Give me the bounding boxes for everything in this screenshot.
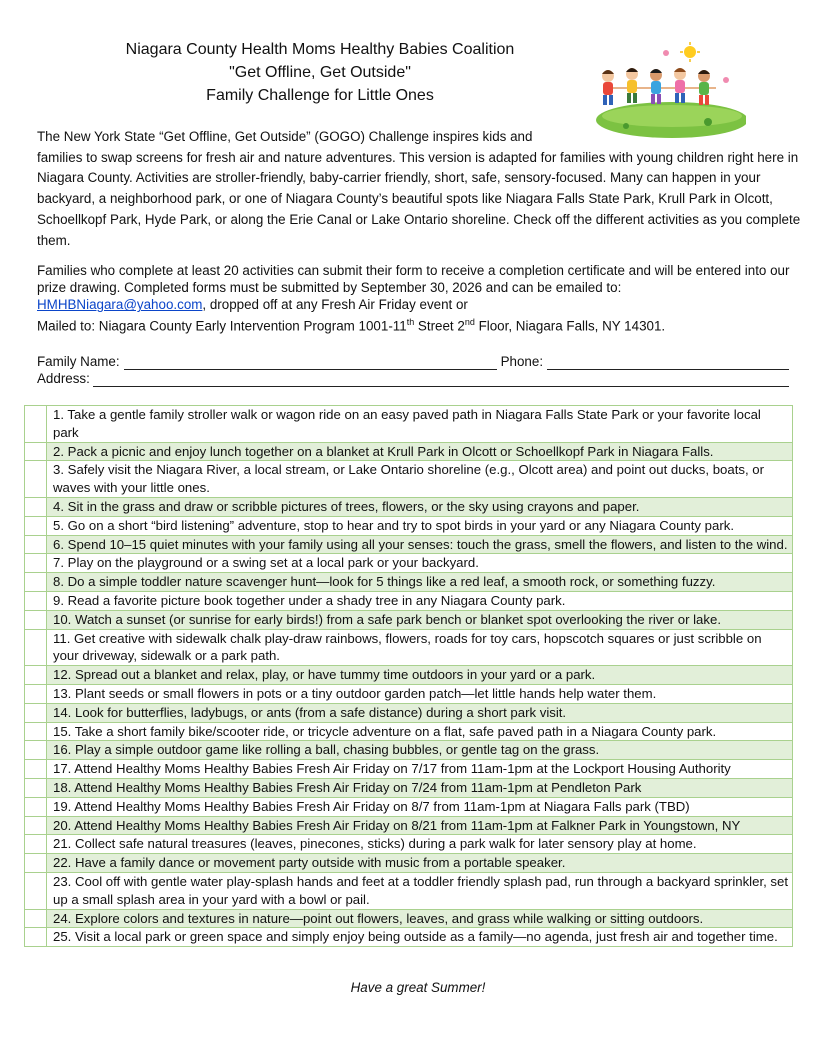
activity-text: 23. Cool off with gentle water play-splash hands and feet at a toddler friendly splash pad, run through a backyard sprinkler, set up a small splash area in your yard with a bowl or pail. (47, 872, 793, 909)
activity-text: 20. Attend Healthy Moms Healthy Babies Fresh Air Friday on 8/21 from 11am-1pm at Falkner Park in Youngstown, NY (47, 816, 793, 835)
activity-text: 12. Spread out a blanket and relax, play, or have tummy time outdoors in your yard or a park. (47, 666, 793, 685)
activity-text: 10. Watch a sunset (or sunrise for early birds!) from a safe park bench or blanket spot overlooking the river or lake. (47, 610, 793, 629)
activity-checkbox[interactable] (25, 573, 47, 592)
activity-row (25, 497, 793, 516)
activity-checkbox[interactable] (25, 816, 47, 835)
activity-row (25, 854, 793, 873)
activity-checkbox[interactable] (25, 497, 47, 516)
activity-row (25, 535, 793, 554)
activity-text: 24. Explore colors and textures in nature—point out flowers, leaves, and grass while walking or sitting outdoors. (47, 909, 793, 928)
activity-row (25, 573, 793, 592)
activity-row (25, 816, 793, 835)
activity-row (25, 406, 793, 443)
activity-row (25, 722, 793, 741)
activity-checkbox[interactable] (25, 741, 47, 760)
activity-text: 8. Do a simple toddler nature scavenger hunt—look for 5 things like a red leaf, a smooth rock, or something fuzzy. (47, 573, 793, 592)
activity-text: 21. Collect safe natural treasures (leaves, pinecones, sticks) during a park walk for later sensory play at home. (47, 835, 793, 854)
mailing-address (37, 314, 802, 335)
submission-contact (37, 296, 802, 313)
activity-checkbox[interactable] (25, 629, 47, 666)
submission-text: Families who complete at least 20 activities can submit their form to receive a completion certificate and will be entered into our prize drawing. Completed forms must be submitted by September 30, 2026 and can be emailed to: (37, 263, 790, 296)
family-name-label: Family Name: (37, 354, 120, 369)
activity-row (25, 461, 793, 498)
activity-text: 19. Attend Healthy Moms Healthy Babies Fresh Air Friday on 8/7 from 11am-1pm at Niagara Falls park (TBD) (47, 797, 793, 816)
family-name-field[interactable] (124, 355, 497, 370)
activity-row (25, 835, 793, 854)
submission-instructions (37, 262, 802, 334)
activity-text: 15. Take a short family bike/scooter ride, or tricycle adventure on a flat, safe paved path in a Niagara County park. (47, 722, 793, 741)
activity-checkbox[interactable] (25, 703, 47, 722)
mail-suffix: Floor, Niagara Falls, NY 14301. (474, 318, 666, 334)
activity-text: 9. Read a favorite picture book together under a shady tree in any Niagara County park. (47, 591, 793, 610)
activity-text: 1. Take a gentle family stroller walk or wagon ride on an easy paved path in Niagara Falls State Park or your favorite local park (47, 406, 793, 443)
email-link[interactable]: HMHBNiagara@yahoo.com (37, 297, 203, 313)
activity-row (25, 684, 793, 703)
mail-sup-th: th (406, 316, 415, 327)
activity-row (25, 797, 793, 816)
activity-checkbox[interactable] (25, 442, 47, 461)
activity-text: 18. Attend Healthy Moms Healthy Babies Fresh Air Friday on 7/24 from 11am-1pm at Pendleton Park (47, 778, 793, 797)
activity-text: 25. Visit a local park or green space and simply enjoy being outside as a family—no agenda, just fresh air and together time. (47, 928, 793, 947)
page-title (40, 38, 600, 107)
phone-label: Phone: (500, 354, 544, 369)
activity-text: 2. Pack a picnic and enjoy lunch together on a blanket at Krull Park in Olcott or Schoellkopf Park in Niagara Falls. (47, 442, 793, 461)
activity-checkbox[interactable] (25, 928, 47, 947)
title-line-1: Niagara County Health Moms Healthy Babies Coalition (125, 41, 515, 58)
activity-checkbox[interactable] (25, 554, 47, 573)
activity-checkbox[interactable] (25, 666, 47, 685)
activity-row (25, 554, 793, 573)
closing-message: Have a great Summer! (350, 980, 486, 995)
activity-row (25, 591, 793, 610)
activity-row (25, 909, 793, 928)
kids-playing-illustration (586, 40, 746, 140)
activity-checkbox[interactable] (25, 610, 47, 629)
address-label: Address: (37, 371, 90, 386)
phone-field[interactable] (547, 355, 789, 370)
activity-text: 3. Safely visit the Niagara River, a local stream, or Lake Ontario shoreline (e.g., Olcott area) and point out ducks, boats, or waves with your little ones. (47, 461, 793, 498)
title-line-2: "Get Offline, Get Outside" (229, 64, 411, 81)
activity-row (25, 741, 793, 760)
activity-row (25, 872, 793, 909)
title-line-3: Family Challenge for Little Ones (206, 87, 434, 104)
activity-checkbox[interactable] (25, 872, 47, 909)
activity-text: 13. Plant seeds or small flowers in pots or a tiny outdoor garden patch—let little hands help water them. (47, 684, 793, 703)
activity-text: 17. Attend Healthy Moms Healthy Babies Fresh Air Friday on 7/17 from 11am-1pm at the Lockport Housing Authority (47, 760, 793, 779)
activity-text: 7. Play on the playground or a swing set at a local park or your backyard. (47, 554, 793, 573)
activity-text: 14. Look for butterflies, ladybugs, or ants (from a safe distance) during a short park visit. (47, 703, 793, 722)
activity-row (25, 778, 793, 797)
activity-row (25, 928, 793, 947)
activity-checkbox[interactable] (25, 406, 47, 443)
activity-text: 22. Have a family dance or movement party outside with music from a portable speaker. (47, 854, 793, 873)
mail-prefix: Mailed to: Niagara County Early Intervention Program 1001-11 (37, 318, 407, 334)
address-field[interactable] (93, 372, 789, 387)
intro-line-1: The New York State “Get Offline, Get Outside” (GOGO) Challenge inspires kids and (37, 129, 533, 144)
submission-dropoff: , dropped off at any Fresh Air Friday event or (202, 297, 468, 313)
activity-text: 5. Go on a short “bird listening” adventure, stop to hear and try to spot birds in your yard or any Niagara County park. (47, 516, 793, 535)
family-info-form (37, 353, 789, 387)
activity-checkbox[interactable] (25, 591, 47, 610)
activity-checkbox[interactable] (25, 760, 47, 779)
activity-checklist (24, 405, 793, 947)
activity-checkbox[interactable] (25, 535, 47, 554)
mail-mid: Street 2 (414, 318, 465, 334)
activity-checkbox[interactable] (25, 722, 47, 741)
activity-text: 16. Play a simple outdoor game like rolling a ball, chasing bubbles, or gentle tag on the grass. (47, 741, 793, 760)
activity-text: 4. Sit in the grass and draw or scribble pictures of trees, flowers, or the sky using crayons and paper. (47, 497, 793, 516)
activity-text: 11. Get creative with sidewalk chalk play-draw rainbows, flowers, roads for toy cars, hopscotch squares or just scribble on your driveway, sidewalk or a park path. (47, 629, 793, 666)
activity-checkbox[interactable] (25, 909, 47, 928)
activity-row (25, 703, 793, 722)
activity-checkbox[interactable] (25, 684, 47, 703)
activity-row (25, 516, 793, 535)
activity-text: 6. Spend 10–15 quiet minutes with your family using all your senses: touch the grass, smell the flowers, and listen to the wind. (47, 535, 793, 554)
intro-body: families to swap screens for fresh air and nature adventures. This version is adapted for families with young children right here in Niagara County. Activities are stroller-friendly, baby-carrier friendly, short, safe, sensory-focused. Many can happen in your backyard, a neighborhood park, or one of Niagara County’s beautiful spots like Niagara Falls State Park, Krull Park in Olcott, Schoellkopf Park, Hyde Park, or along the Erie Canal or Lake Ontario shoreline. Check off the different activities as you complete them. (37, 149, 801, 248)
activity-row (25, 442, 793, 461)
activity-row (25, 760, 793, 779)
activity-checkbox[interactable] (25, 778, 47, 797)
activity-checkbox[interactable] (25, 461, 47, 498)
activity-row (25, 610, 793, 629)
activity-row (25, 666, 793, 685)
activity-checkbox[interactable] (25, 797, 47, 816)
intro-paragraph (37, 127, 802, 251)
activity-checkbox[interactable] (25, 854, 47, 873)
activity-checkbox[interactable] (25, 516, 47, 535)
activity-row (25, 629, 793, 666)
activity-checkbox[interactable] (25, 835, 47, 854)
mail-sup-nd: nd (464, 316, 475, 327)
